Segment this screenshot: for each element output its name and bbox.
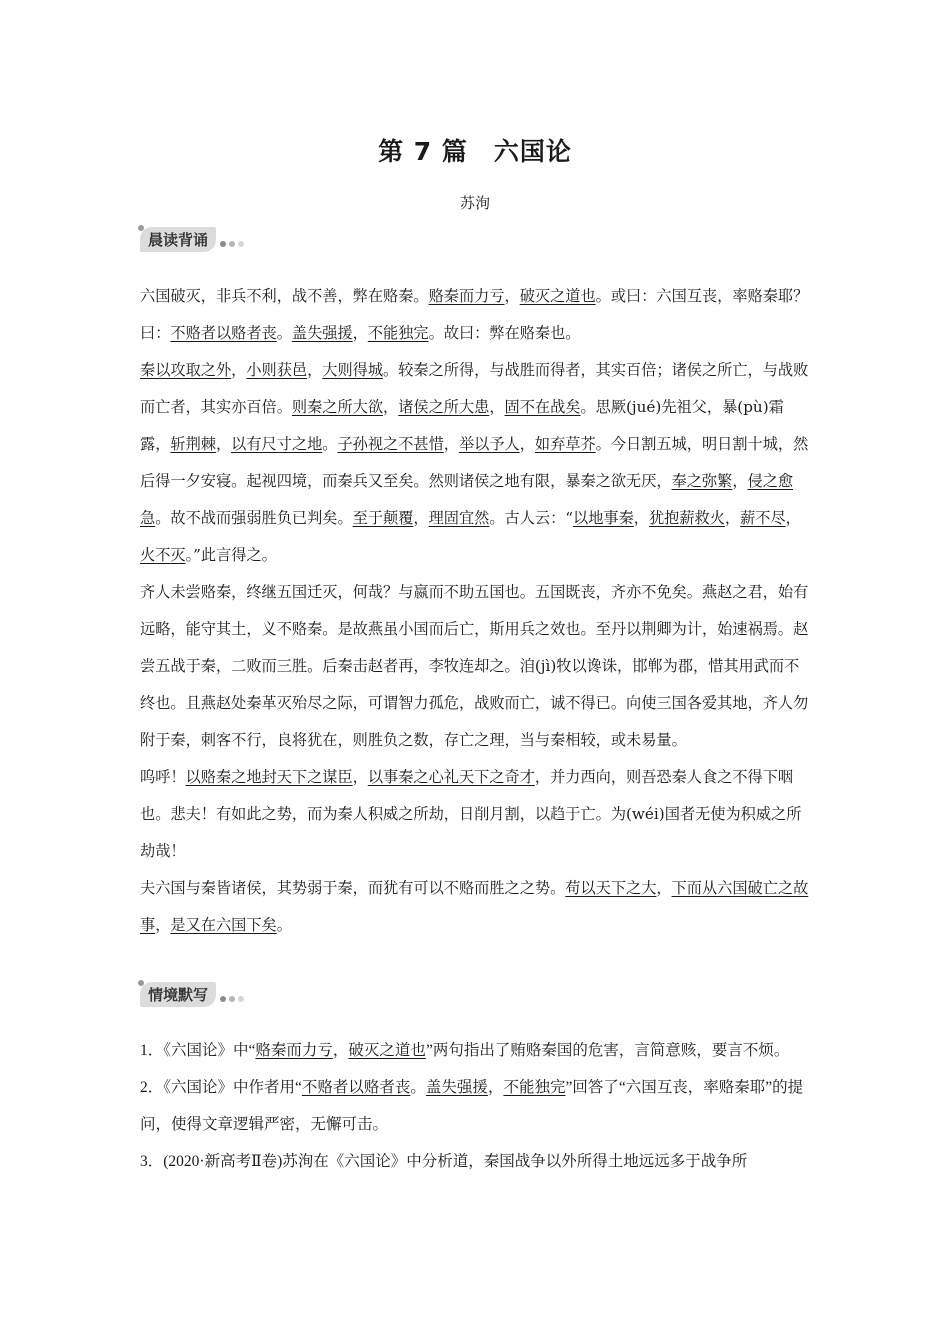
underlined-phrase: 以地事秦 (573, 509, 634, 527)
text-run: 。 (276, 324, 292, 342)
text-run: 。古人云：“ (489, 509, 574, 527)
underlined-phrase: 斩荆棘 (170, 435, 216, 453)
underlined-phrase: 是又在六国下矣 (170, 916, 277, 934)
page-title: 第 7 篇 六国论 (378, 137, 572, 166)
underlined-phrase: 侵之愈急 (140, 472, 794, 527)
text-run: ， (443, 435, 459, 453)
text-run: ， (487, 1079, 504, 1096)
text-run: ， (352, 768, 368, 786)
underlined-phrase: 不能独完 (503, 1079, 566, 1096)
question-item (140, 1069, 812, 1143)
text-run: ， (489, 398, 505, 416)
text-run: 。”此言得之。 (185, 546, 277, 564)
text-run: 齐人未尝赂秦，终继五国迁灭，何哉？与嬴而不助五国也。五国既丧，齐亦不免矣。燕赵之君，始有远略，能守其土，义不赂秦。是故燕虽小国而后亡，斯用兵之效也。至丹以荆卿为计，始速祸焉。赵尝五战于秦，二败而三胜。后秦击赵者再，李牧连却之。洎(jì)牧以谗诛，邯郸为郡，惜其用武而不终也。且燕赵处秦革灭殆尽之际，可谓智力孤危，战败而亡，诚不得已。向使三国各爱其地，齐人勿附于秦，刺客不行，良将犹在，则胜负之数，存亡之理，当与秦相较，或未易量。 (140, 583, 809, 749)
underlined-phrase: 举以予人 (458, 435, 520, 453)
text-run: ， (413, 509, 429, 527)
text-run: 1．《六国论》中“ (140, 1042, 256, 1059)
underlined-phrase: 不能独完 (367, 324, 429, 342)
passage-paragraph (140, 574, 812, 759)
underlined-phrase: 下而从六国破亡之故事 (140, 879, 809, 934)
underlined-phrase: 奉之弥繁 (671, 472, 733, 490)
underlined-phrase: 犹抱薪救火 (648, 509, 725, 527)
text-run: 。 (276, 916, 292, 934)
underlined-phrase: 不赂者以赂者丧 (301, 1079, 411, 1096)
section-header-dictation (140, 981, 244, 1007)
text-run: 夫六国与秦皆诸侯，其势弱于秦，而犹有可以不赂而胜之之势。 (140, 879, 566, 897)
question-item (140, 1032, 812, 1069)
text-run: ， (724, 509, 741, 527)
underlined-phrase: 不赂者以赂者丧 (170, 324, 277, 342)
text-run: ， (155, 916, 171, 934)
underlined-phrase: 破灭之道也 (519, 287, 596, 305)
text-run: ， (215, 435, 232, 453)
section-label: 晨读背诵 (140, 227, 216, 252)
underlined-phrase: 以有尺寸之地 (231, 435, 323, 453)
underlined-phrase: 诸侯之所大患 (398, 398, 490, 416)
text-run: 。故曰：弊在赂秦也。 (428, 324, 581, 342)
text-run: 六国破灭，非兵不利，战不善，弊在赂秦。 (140, 287, 429, 305)
passage-paragraph (140, 759, 812, 870)
text-run: ， (633, 509, 649, 527)
text-run: ”回答了“六国互丧，率赂秦耶”的提问，使得文章逻辑严密，无懈可击。 (140, 1079, 804, 1133)
text-run: 。或曰：六国互丧，率赂秦耶？曰： (140, 287, 809, 342)
underlined-phrase: 则秦之所大欲 (291, 398, 383, 416)
underlined-phrase: 以赂秦之地封天下之谋臣 (185, 768, 353, 786)
text-run: 。思厥(jué)先祖父，暴(pù)霜露， (140, 398, 784, 453)
underlined-phrase: 火不灭 (140, 546, 186, 564)
underlined-phrase: 如弃草芥 (534, 435, 596, 453)
decorative-dots-icon (220, 241, 244, 247)
underlined-phrase: 至于颠覆 (352, 509, 414, 527)
text-run: 。 (322, 435, 338, 453)
text-run: 。较秦之所得，与战胜而得者，其实百倍；诸侯之所亡，与战败而亡者，其实亦百倍。 (140, 361, 809, 416)
underlined-phrase: 子孙视之不甚惜 (337, 435, 444, 453)
underlined-phrase: 秦以攻取之外 (140, 361, 232, 379)
underlined-phrase: 小则获邑 (246, 361, 308, 379)
text-run: ， (332, 1042, 349, 1059)
decorative-dots-icon (220, 996, 244, 1002)
text-run: 呜呼！ (140, 768, 186, 786)
text-run: ， (519, 435, 535, 453)
underlined-phrase: 理固宜然 (428, 509, 490, 527)
text-run: ， (785, 509, 801, 527)
question-list (140, 1032, 812, 1180)
underlined-phrase: 盖失强援 (291, 324, 353, 342)
text-run: ”两句指出了贿赂秦国的危害，言简意赅，要言不烦。 (425, 1042, 790, 1059)
text-run: 。今日割五城，明日割十城，然后得一夕安寝。起视四境，而秦兵又至矣。然则诸侯之地有限，暴秦之欲无厌， (140, 435, 809, 490)
section-header-morning-reading (140, 226, 244, 252)
underlined-phrase: 以事秦之心礼天下之奇才 (367, 768, 535, 786)
underlined-phrase: 赂秦而力亏 (255, 1042, 333, 1059)
underlined-phrase: 盖失强援 (425, 1079, 488, 1096)
passage-paragraph (140, 352, 812, 574)
underlined-phrase: 破灭之道也 (348, 1042, 426, 1059)
question-item (140, 1143, 812, 1180)
author-name: 苏洵 (459, 194, 490, 212)
text-run: ， (231, 361, 247, 379)
text-run: ， (352, 324, 368, 342)
section-label: 情境默写 (140, 982, 216, 1007)
underlined-phrase: 薪不尽 (740, 509, 786, 527)
text-run: 2．《六国论》中作者用“ (140, 1079, 302, 1096)
passage-text (140, 278, 812, 944)
text-run: 。故不战而强弱胜负已判矣。 (155, 509, 353, 527)
underlined-phrase: 大则得城 (322, 361, 383, 379)
underlined-phrase: 赂秦而力亏 (428, 287, 505, 305)
underlined-phrase: 固不在战矣 (504, 398, 581, 416)
text-run: ， (307, 361, 323, 379)
text-run: 3．(2020·新高考Ⅱ卷)苏洵在《六国论》中分析道，秦国战争以外所得土地远远多于战争所 (140, 1153, 748, 1170)
underlined-phrase: 苟以天下之大 (565, 879, 657, 897)
text-run: ，并力西向，则吾恐秦人食之不得下咽也。悲夫！有如此之势，而为秦人积威之所劫，日削月割，以趋于亡。为(wéi)国者无使为积威之所劫哉！ (140, 768, 802, 860)
text-run: ， (732, 472, 748, 490)
passage-paragraph (140, 278, 812, 352)
text-run: ， (656, 879, 672, 897)
passage-paragraph (140, 870, 812, 944)
text-run: ， (383, 398, 399, 416)
text-run: 。 (410, 1079, 426, 1096)
text-run: ， (504, 287, 520, 305)
